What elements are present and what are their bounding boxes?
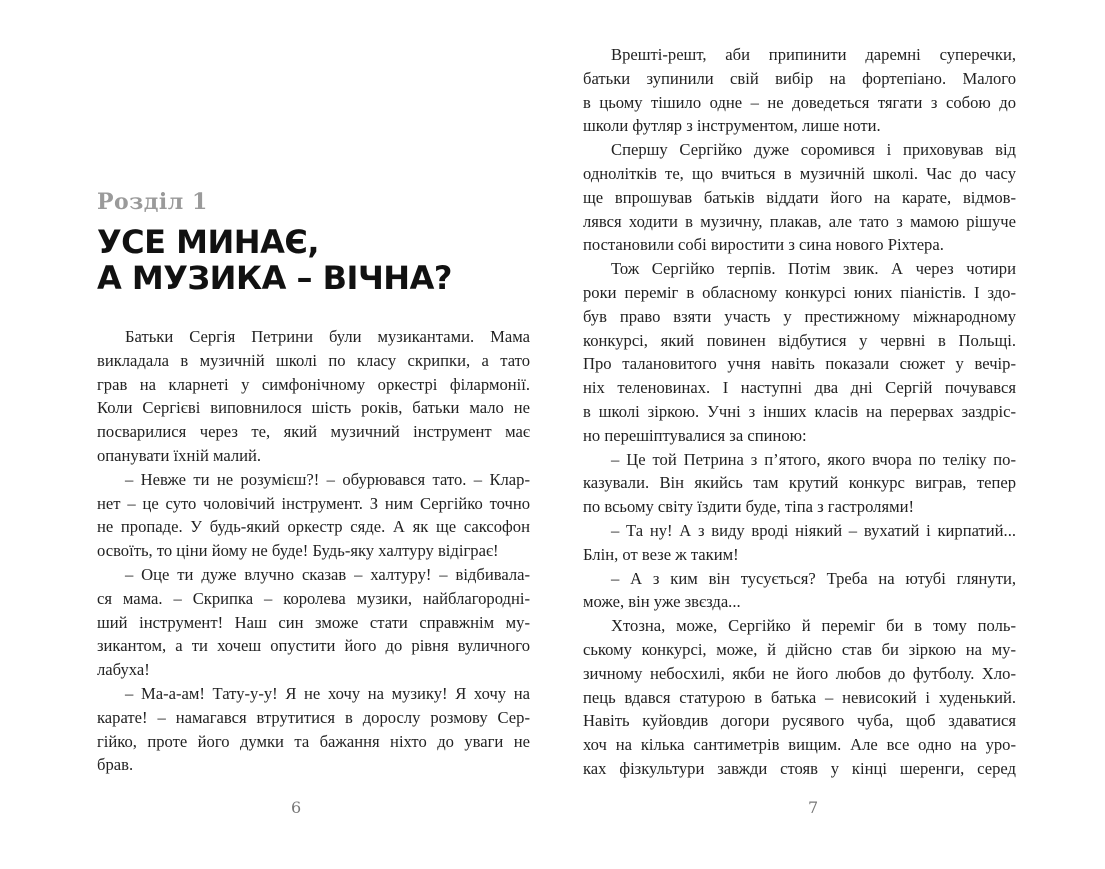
text-line: – Це той Петрина з п’ятого, якого вчора по теліку по- [611,449,1016,469]
text-line: може, він уже звєзда... [583,592,741,612]
text-line: Блін, от везе ж таким! [583,544,739,564]
text-line: по всьому світу їздити буде, тіпа з гастролями! [583,497,914,517]
text-line: – Оце ти дуже влучно сказав – халтуру! – відбивала- [125,564,530,584]
text-line: однолітків те, що вчиться в музичній школі. Час до часу [583,163,1016,183]
page-number-left: 6 [291,798,302,817]
text-line: в школі зіркою. Учні з інших класів на перервах заздріс- [583,401,1016,421]
text-line: ще впрошував батьків віддати його на карате, відмов- [583,187,1016,207]
chapter-title [97,224,452,296]
text-line: – Та ну! А з виду вроді ніякий – вухатий і кирпатий... [611,520,1016,540]
text-line: брав. [97,755,134,775]
text-line: казували. Він якийсь там крутий конкурс виграв, тепер [583,473,1016,493]
text-line: посварилися через те, який музичний інструмент має [97,422,530,442]
text-line: освоїть, то ціни йому не буде! Будь-яку халтуру відіграє! [97,541,499,561]
text-line: нет – це суто чоловічий інструмент. З ним Сергійко точно [97,493,530,513]
text-line: роки переміг в обласному конкурсі юних піаністів. І здо- [583,282,1016,302]
text-line: Врешті-решт, аби припинити даремні суперечки, [611,45,1016,64]
text-line: – Ма-а-ам! Тату-у-у! Я не хочу на музику! Я хочу на [125,683,530,703]
text-line: Про талановитого учня навіть показали сюжет у вечір- [583,354,1016,374]
text-line: конкурсі, який повинен відбутися у червні в Польщі. [583,330,1016,350]
text-line: лявся ходити в музичну, плакав, але тато з мамою рішуче [583,211,1016,231]
text-line: не пропаде. У будь-який оркестр сяде. А як ще саксофон [97,517,530,537]
text-line: ках фізкультури завжди стояв у кінці шеренги, серед [583,758,1016,778]
text-line: був право взяти участь у престижному міжнародному [583,306,1016,326]
text-line: школи футляр з інструментом, лише ноти. [583,116,881,136]
text-line: зичному небосхилі, якби не його любов до футболу. Хло- [583,663,1016,683]
text-line: лабуха! [97,660,150,680]
text-line: ся мама. – Скрипка – королева музики, найблагородні- [97,588,530,608]
text-line: Батьки Сергія Петрини були музикантами. Мама [125,327,530,346]
text-line: но перешіптувалися за спиною: [583,425,807,445]
text-line: ніх теленовинах. І наступні два дні Сергій почувався [583,378,1016,398]
text-line: Спершу Сергійко дуже соромився і приховував від [611,140,1016,160]
chapter-title-line: УСЕ МИНАЄ, [97,223,319,261]
chapter-title-line: А МУЗИКА – ВІЧНА? [97,259,452,297]
right-body-text [583,43,1016,781]
text-line: опанувати їхній малий. [97,445,262,465]
text-line: батьки зупинили свій вибір на фортепіано. Малого [583,68,1016,88]
left-body-text [97,325,530,777]
text-line: зикантом, а ти хочеш опустити його до рівня вуличного [97,636,530,656]
text-line: Хтозна, може, Сергійко й переміг би в тому поль- [611,616,1016,636]
text-line: викладала в музичній школі по класу скрипки, а тато [97,350,530,370]
text-line: Коли Сергієві виповнилося шість років, батьки мало не [97,398,530,418]
text-line: пець вдався статурою в батька – невисокий і худенький. [583,687,1016,707]
text-line: карате! – намагався втрутитися в дорослу розмову Сер- [97,707,530,727]
text-line: Навіть куйовдив догори русявого чуба, щоб здаватися [583,711,1016,731]
text-line: – А з ким він тусується? Треба на ютубі глянути, [611,568,1016,588]
text-line: Тож Сергійко терпів. Потім звик. А через чотири [611,259,1016,279]
chapter-label: Розділ 1 [97,189,208,215]
text-line: ший інструмент! Наш син зможе стати справжнім му- [97,612,530,632]
text-line: постановили собі виростити з сина нового Ріхтера. [583,235,944,255]
text-line: в цьому тішило одне – не доведеться тягати з собою до [583,92,1016,112]
text-line: грав на кларнеті у симфонічному оркестрі філармонії. [97,374,530,394]
text-line: ському конкурсі, може, й дійсно став би зіркою на му- [583,639,1016,659]
page-number-right: 7 [808,798,819,817]
text-line: хоч на кілька сантиметрів вищим. Але все одно на уро- [583,735,1016,755]
text-line: гійко, проте його думки та бажання ніхто до уваги не [97,731,530,751]
text-line: – Невже ти не розумієш?! – обурювався тато. – Клар- [125,469,530,489]
